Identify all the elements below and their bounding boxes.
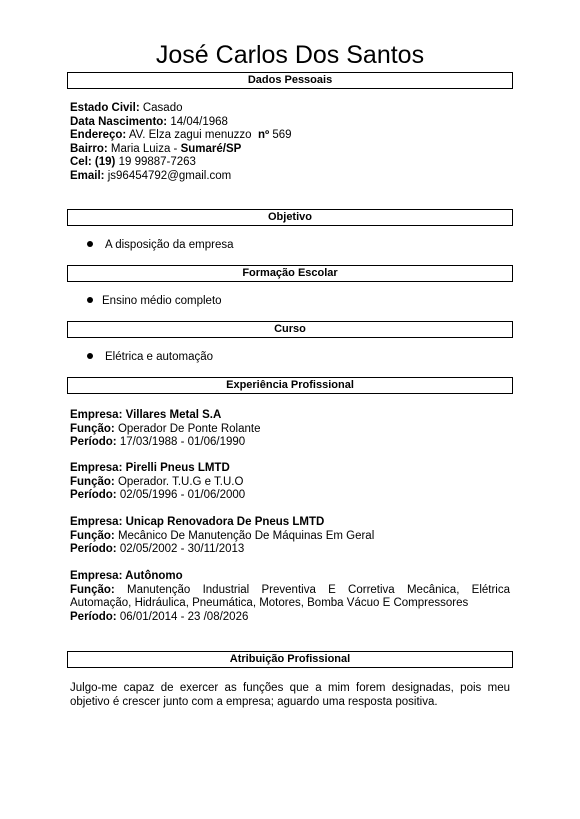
role-value: Manutenção Industrial Preventiva E Corretiva Mecânica, Elétrica Automação, Hidráulica, Pneumática, Motores, Bomba Vácuo E Compressores — [70, 583, 510, 609]
role-label: Função: — [70, 422, 115, 435]
period-label: Período: — [70, 610, 117, 623]
period-value: 17/03/1988 - 01/06/1990 — [119, 436, 246, 448]
experience-entry — [70, 409, 510, 450]
company-name: Empresa: Unicap Renovadora De Pneus LMTD — [70, 516, 325, 528]
period-label: Período: — [70, 543, 117, 555]
birth-date-label: Data Nascimento: — [70, 115, 168, 128]
course-item — [87, 350, 213, 364]
section-header-personal: Dados Pessoais — [67, 72, 513, 89]
email-value: js96454792@gmail.com — [107, 169, 232, 182]
phone-label: Cel: (19) — [70, 156, 116, 168]
address-number-label: nº — [257, 129, 270, 141]
birth-date-row — [70, 116, 510, 130]
section-header-education: Formação Escolar — [67, 265, 513, 282]
company-name: Empresa: Pirelli Pneus LMTD — [70, 462, 230, 474]
personal-info-block — [70, 102, 510, 183]
experience-entry — [70, 462, 510, 503]
period-value: 06/01/2014 - 23 /08/2026 — [119, 610, 249, 623]
neighborhood-row — [70, 143, 510, 157]
period-label: Período: — [70, 436, 117, 448]
period-value: 02/05/2002 - 30/11/2013 — [119, 543, 245, 555]
marital-status-value: Casado — [142, 102, 183, 114]
email-row — [70, 170, 510, 184]
course-text: Elétrica e automação — [105, 351, 214, 363]
role-label: Função: — [70, 583, 115, 596]
role-value: Mecânico De Manutenção De Máquinas Em Geral — [117, 529, 375, 542]
company-name: Empresa: Villares Metal S.A — [70, 409, 222, 421]
objective-item — [87, 238, 234, 252]
company-name: Empresa: Autônomo — [70, 570, 183, 582]
city-value: Sumaré/SP — [180, 142, 242, 155]
marital-status-row — [70, 102, 510, 116]
phone-row — [70, 156, 510, 170]
address-value: AV. Elza zagui menuzzo — [128, 129, 252, 141]
bullet-icon — [87, 353, 93, 359]
address-row — [70, 129, 510, 143]
attribution-text: Julgo-me capaz de exercer as funções que a mim forem designadas, pois meu objetivo é crescer junto com a empresa; aguardo uma resposta positiva. — [70, 682, 510, 708]
marital-status-label: Estado Civil: — [70, 102, 140, 114]
role-label: Função: — [70, 475, 115, 488]
neighborhood-label: Bairro: — [70, 142, 108, 155]
section-header-objective: Objetivo — [67, 209, 513, 226]
bullet-icon — [87, 241, 93, 247]
role-value: Operador. T.U.G e T.U.O — [117, 475, 244, 488]
objective-text: A disposição da empresa — [105, 239, 234, 251]
section-header-experience: Experiência Profissional — [67, 377, 513, 394]
period-value: 02/05/1996 - 01/06/2000 — [119, 489, 246, 501]
role-label: Função: — [70, 529, 115, 542]
email-label: Email: — [70, 169, 105, 182]
bullet-icon — [87, 297, 93, 303]
role-value: Operador De Ponte Rolante — [117, 422, 261, 435]
address-label: Endereço: — [70, 129, 127, 141]
period-label: Período: — [70, 489, 117, 501]
education-text: Ensino médio completo — [102, 295, 222, 307]
phone-value: 19 99887-7263 — [118, 156, 196, 168]
section-header-attribution: Atribuição Profissional — [67, 651, 513, 668]
section-header-course: Curso — [67, 321, 513, 338]
address-number-value: 569 — [272, 129, 292, 141]
experience-entry — [70, 570, 510, 624]
neighborhood-value: Maria Luiza - — [110, 142, 178, 155]
experience-entry — [70, 516, 510, 557]
candidate-name: José Carlos Dos Santos — [155, 41, 425, 69]
birth-date-value: 14/04/1968 — [170, 115, 228, 128]
education-item — [87, 294, 222, 308]
